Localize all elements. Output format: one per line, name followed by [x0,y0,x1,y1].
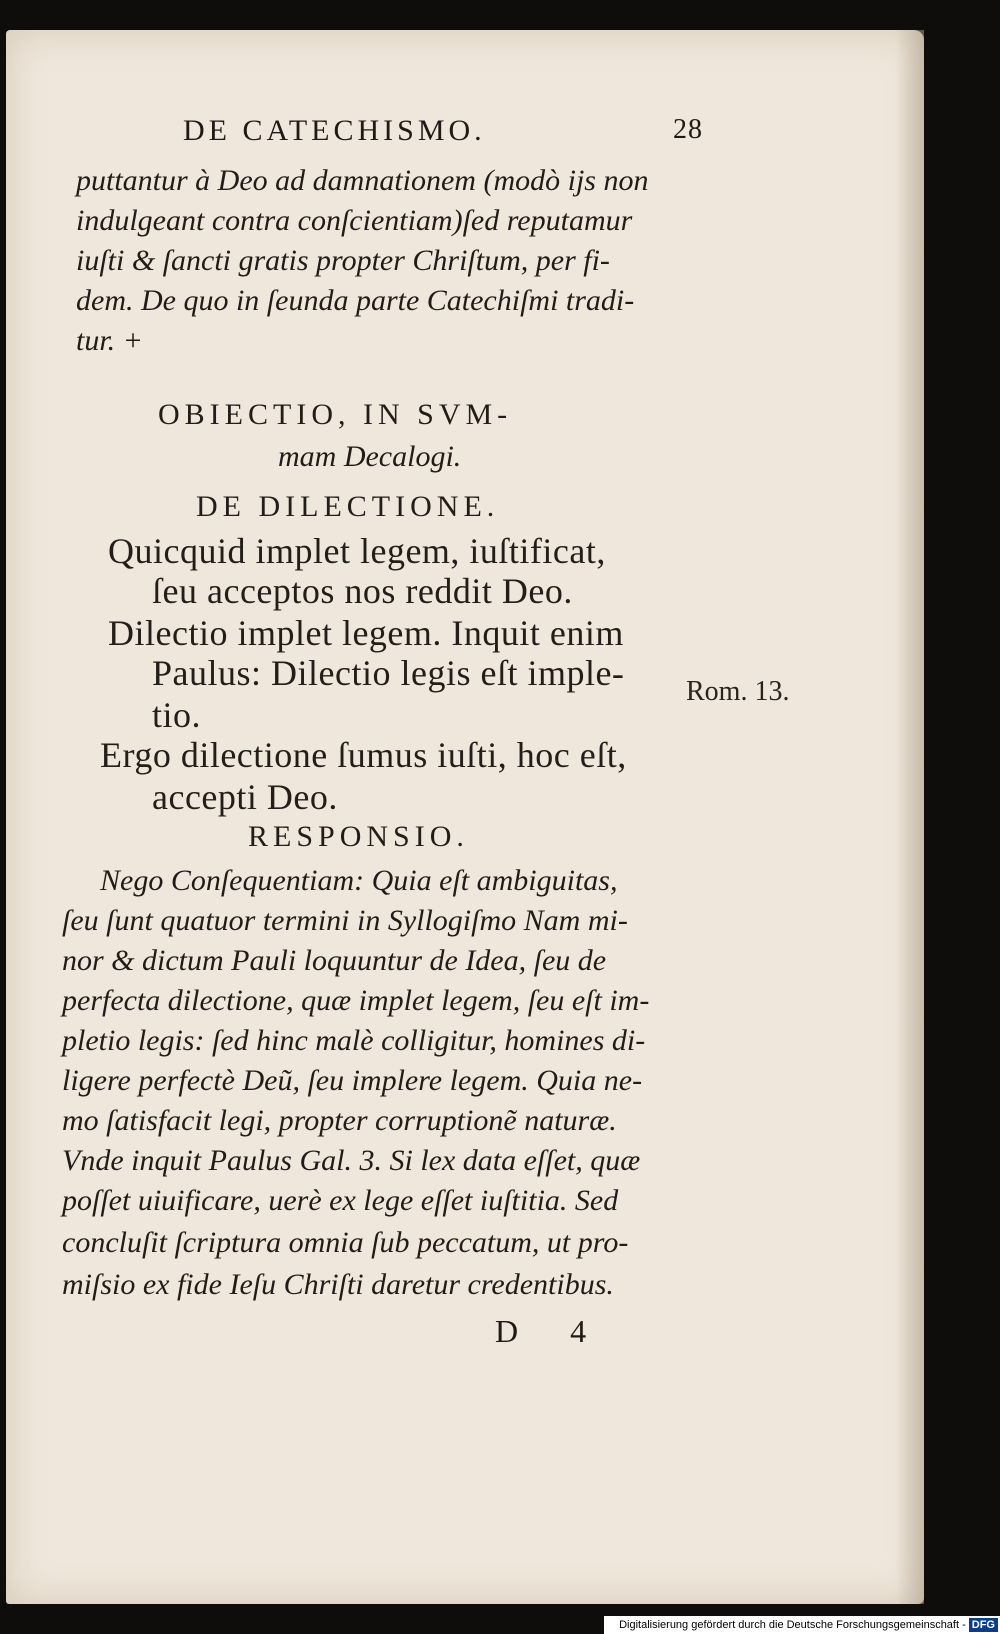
text-line: Nego Conſequentiam: Quia eſt ambiguitas, [100,864,618,897]
text-line: indulgeant contra conſcientiam)ſed reputamur [76,204,633,237]
text-line: ſeu ſunt quatuor termini in Syllogiſmo Nam mi- [62,904,628,937]
text-line: miſsio ex fide Ieſu Chriſti daretur credentibus. [62,1268,614,1301]
syllogism-line: Paulus: Dilectio legis eſt imple- [152,653,625,693]
text-line: iuſti & ſancti gratis propter Chriſtum, per fi- [76,244,610,277]
page-edge-shadow [896,30,924,1604]
dilectione-heading: DE DILECTIONE. [196,490,500,523]
text-line: mo ſatisfacit legi, propter corruptionẽ naturæ. [62,1104,617,1137]
text-line: puttantur à Deo ad damnationem (modò ijs non [76,164,649,197]
text-line: concluſit ſcriptura omnia ſub peccatum, ut pro- [62,1226,629,1259]
responsio-heading: RESPONSIO. [248,820,469,853]
syllogism-line: accepti Deo. [152,777,338,817]
objectio-heading: OBIECTIO, IN SVM- [158,398,513,431]
text-line: tur. + [76,324,143,357]
syllogism-line: Dilectio implet legem. Inquit enim [108,613,624,653]
margin-reference: Rom. 13. [686,676,790,707]
syllogism-line: Ergo dilectione ſumus iuſti, hoc eſt, [100,735,627,775]
text-line: ligere perfectè Deũ, ſeu implere legem. Quia ne- [62,1064,643,1097]
text-line: poſſet uiuificare, uerè ex lege eſſet iuſtitia. Sed [62,1184,619,1217]
objectio-subheading: mam Decalogi. [278,440,462,473]
syllogism-line: ſeu acceptos nos reddit Deo. [152,571,573,611]
text-line: nor & dictum Pauli loquuntur de Idea, ſeu de [62,944,607,977]
text-line: pletio legis: ſed hinc malè colligitur, homines di- [62,1024,646,1057]
text-line: perfecta dilectione, quæ implet legem, ſeu eſt im- [62,984,650,1017]
page-number: 28 [673,114,703,145]
digitization-footer [604,1616,1000,1634]
footer-text: Digitalisierung gefördert durch die Deutsche Forschungsgemeinschaft - [619,1619,966,1631]
header-title: DE CATECHISMO. [183,114,486,147]
text-line: dem. De quo in ſeunda parte Catechiſmi tradi- [76,284,635,317]
dfg-logo: DFG [969,1618,998,1632]
text-line: Vnde inquit Paulus Gal. 3. Si lex data eſſet, quæ [62,1144,641,1177]
signature-mark: D 4 [495,1313,609,1349]
running-header [183,108,703,152]
syllogism-line: Quicquid implet legem, iuſtificat, [108,531,606,571]
syllogism-line: tio. [152,695,202,735]
